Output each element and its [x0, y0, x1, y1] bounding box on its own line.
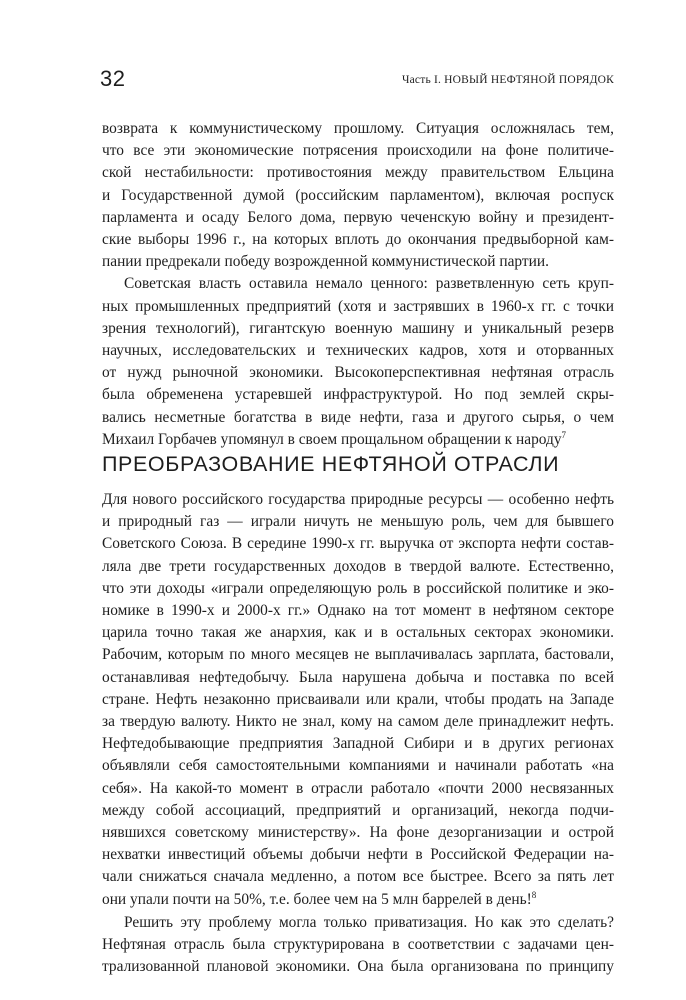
text-line: Для нового российского государства природные ресурсы — особенно нефть	[102, 491, 614, 508]
text-line: ской нестабильности: противостояния между правительством Ельцина	[102, 164, 614, 182]
text-line: нехватки инвестиций объемы добычи нефти в Российской Федерации на-	[102, 846, 614, 864]
footnote-ref: 7	[561, 429, 567, 440]
paragraph-3	[102, 489, 614, 911]
text-line: объявляли себя самостоятельными компаниями и начинали работать «на	[102, 757, 614, 775]
text-line: нявшихся советскому министерству». На фоне дезорганизации и острой	[102, 824, 614, 842]
paragraph-1	[102, 118, 614, 273]
text-line: вались несметные богатства в виде нефти, газа и другого сырья, о чем	[102, 408, 614, 426]
text-line: была обременена устаревшей инфраструктурой. Но под землей скры-	[102, 386, 614, 404]
text-line: ных промышленных предприятий (хотя и застрявших в 1960-х гг. с точки	[102, 297, 614, 315]
text-line: и природный газ — играли ничуть не меньшую роль, чем для бывшего	[102, 513, 614, 531]
text-line: что все эти экономические потрясения происходили на фоне политиче-	[102, 142, 614, 160]
text-line: и Государственной думой (российским парламентом), включая роспуск	[102, 186, 614, 204]
section-heading: ПРЕОБРАЗОВАНИЕ НЕФТЯНОЙ ОТРАСЛИ	[102, 452, 560, 476]
text-line	[102, 429, 614, 451]
text-line: останавливая нефтедобычу. Была нарушена добыча и поставка по всей	[102, 668, 614, 686]
text-line-content: они упали почти на 50%, т.е. более чем на 5 млн баррелей в день!	[102, 890, 532, 908]
text-line-content: Михаил Горбачев упомянул в своем прощальном обращении к народу	[102, 430, 562, 448]
footnote-ref: 8	[531, 889, 537, 900]
text-line	[102, 889, 614, 911]
text-line: возврата к коммунистическому прошлому. Ситуация осложнялась тем,	[102, 120, 614, 137]
text-line: себя». На какой-то момент в отрасли работало «почти 2000 несвязанных	[102, 779, 614, 797]
paragraph-2	[102, 273, 614, 451]
text-line: Нефтедобывающие предприятия Западной Сибири и в других регионах	[102, 735, 614, 753]
text-line: царила точно такая же анархия, как и в остальных секторах экономики.	[102, 624, 614, 642]
paragraph-4	[102, 912, 614, 979]
text-line: зрения технологий), гигантскую военную машину и уникальный резерв	[102, 319, 614, 337]
text-line: чали снижаться сначала медленно, а потом все быстрее. Всего за пять лет	[102, 868, 614, 886]
text-line: ские выборы 1996 г., на которых вплоть до окончания предвыборной кам-	[102, 231, 614, 249]
text-line: за твердую валюту. Никто не знал, кому на самом деле принадлежит нефть.	[102, 713, 614, 731]
text-line: пании предрекали победу возрожденной коммунистической партии.	[102, 253, 549, 271]
text-line: ляла две трети государственных доходов в твердой валюте. Естественно,	[102, 557, 614, 575]
text-line: Советская власть оставила немало ценного: разветвленную сеть круп-	[124, 275, 614, 293]
page-number: 32	[100, 66, 126, 91]
text-line: Решить эту проблему могла только приватизация. Но как это сделать?	[124, 913, 614, 931]
text-line: Советского Союза. В середине 1990-х гг. выручка от экспорта нефти состав-	[102, 535, 614, 553]
text-line: научных, исследовательских и технических кадров, хотя и оторванных	[102, 342, 614, 359]
running-head: Часть I. НОВЫЙ НЕФТЯНОЙ ПОРЯДОК	[401, 74, 614, 86]
text-line: Рабочим, которым по много месяцев не выплачивалась зарплата, бастовали,	[102, 646, 614, 664]
text-line: номике в 1990-х и 2000-х гг.» Однако на тот момент в нефтяном секторе	[102, 602, 614, 620]
text-line: стране. Нефть незаконно присваивали или крали, чтобы продать на Западе	[102, 690, 614, 708]
text-line: от нужд рыночной экономики. Высокоперспективная нефтяная отрасль	[102, 364, 614, 382]
text-line: Нефтяная отрасль была структурирована в соответствии с задачами цен-	[102, 936, 614, 953]
text-line: между собой ассоциаций, предприятий и организаций, некогда подчи-	[102, 801, 614, 819]
text-line: парламента и осаду Белого дома, первую чеченскую войну и президент-	[102, 208, 614, 226]
text-line: трализованной плановой экономики. Она была организована по принципу	[102, 958, 614, 976]
text-line: что эти доходы «играли определяющую роль в российской политике и эко-	[102, 579, 614, 597]
